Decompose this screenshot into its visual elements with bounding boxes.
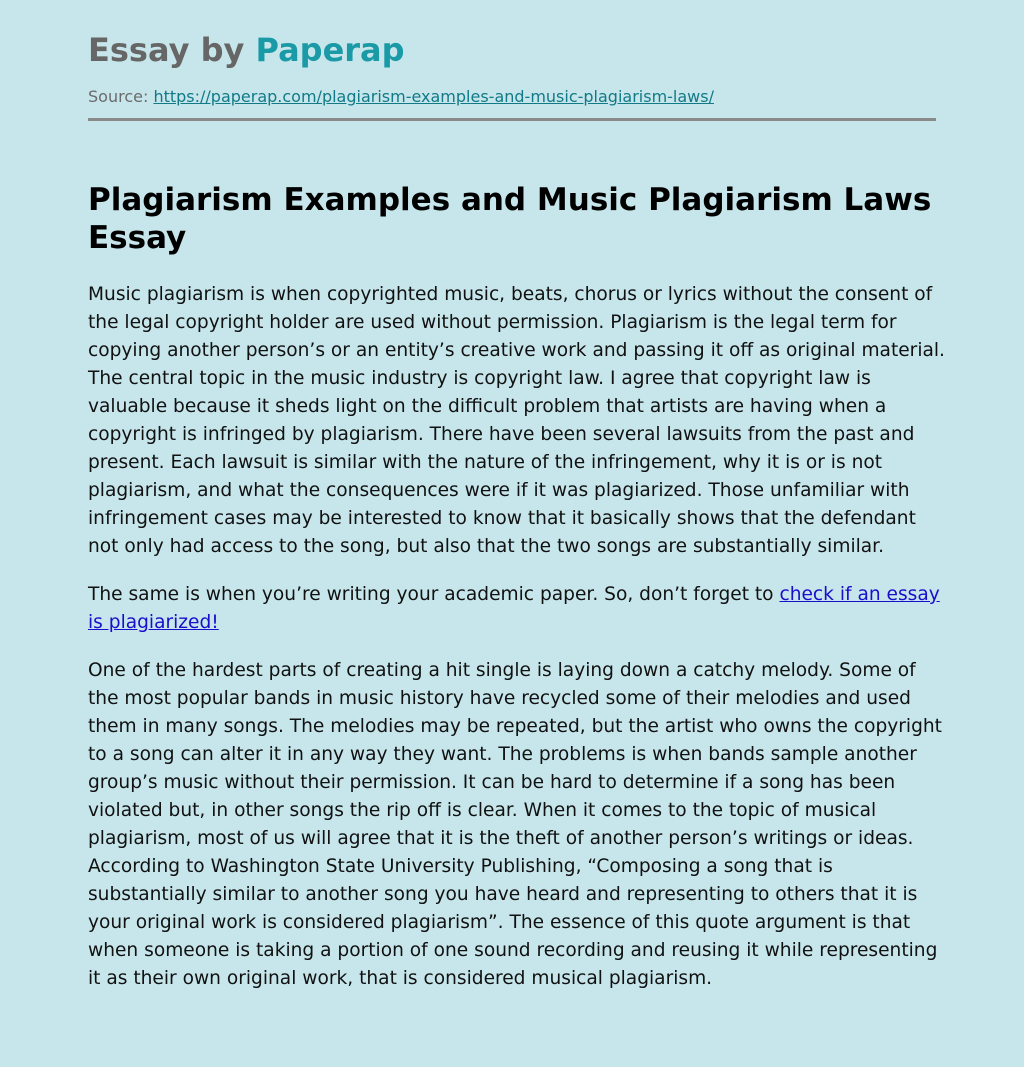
brand-name: Paperap [255,31,405,69]
brand-prefix: Essay by [88,31,256,69]
source-line [88,86,936,108]
plagiarism-check-link[interactable]: check if an essay is plagiarized! [88,584,940,633]
paragraph-1: Music plagiarism is when copyrighted music, beats, chorus or lyrics without the consent of the legal copyright holder are used without permission. Plagiarism is the legal term for copying another person’s or an entity’s creative work and passing it off as original material. The central topic in the music industry is copyright law. I agree that copyright law is valuable because it sheds light on the difficult problem that artists are having when a copyright is infringed by plagiarism. There have been several lawsuits from the past and present. Each lawsuit is similar with the nature of the infringement, why it is or is not plagiarism, and what the consequences were if it was plagiarized. Those unfamiliar with infringement cases may be interested to know that it basically shows that the defendant not only had access to the song, but also that the two songs are substantially similar. [88,284,945,557]
brand-logo[interactable] [88,30,936,70]
source-label: Source: [88,87,154,106]
site-header [88,30,936,121]
paragraph-2-text: The same is when you’re writing your academic paper. So, don’t forget to [88,584,780,605]
header-divider [88,118,936,121]
paragraph-2 [88,581,948,637]
paragraph-3: One of the hardest parts of creating a hit single is laying down a catchy melody. Some of the most popular bands in music history have recycled some of their melodies and used them in many songs. The melodies may be repeated, but the artist who owns the copyright to a song can alter it in any way they want. The problems is when bands sample another group’s music without their permission. It can be hard to determine if a song has been violated but, in other songs the rip off is clear. When it comes to the topic of musical plagiarism, most of us will agree that it is the theft of another person’s writings or ideas. According to Washington State University Publishing, “Composing a song that is substantially similar to another song you have heard and representing to others that it is your original work is considered plagiarism”. The essence of this quote argument is that when someone is taking a portion of one sound recording and reusing it while representing it as their own original work, that is considered musical plagiarism. [88,660,942,989]
source-link[interactable]: https://paperap.com/plagiarism-examples-and-music-plagiarism-laws/ [153,87,714,106]
essay-title: Plagiarism Examples and Music Plagiarism Laws Essay [88,182,932,256]
essay-body [88,281,948,1013]
